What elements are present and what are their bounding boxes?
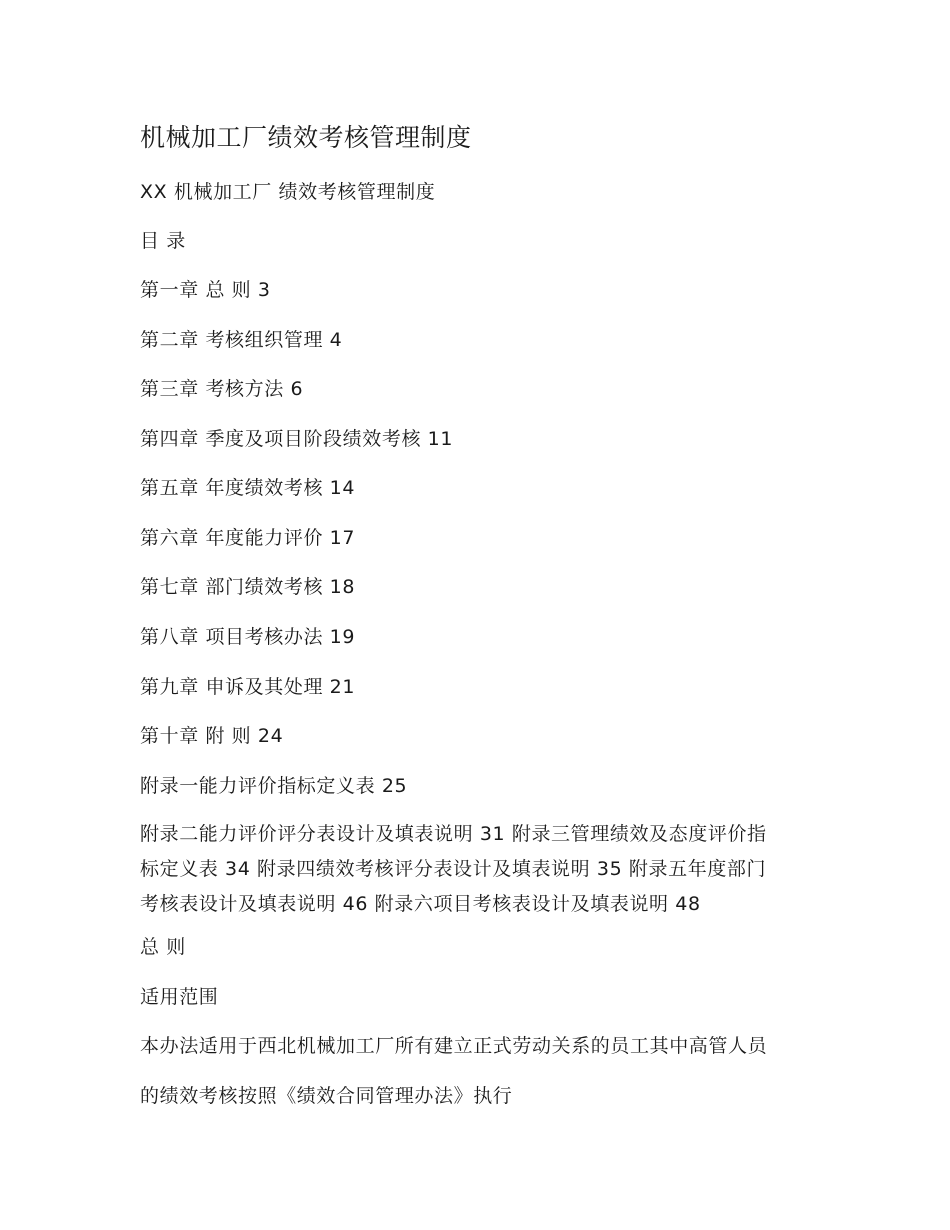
body-line: 本办法适用于西北机械加工厂所有建立正式劳动关系的员工其中高管人员: [140, 1035, 768, 1057]
toc-entry: 第二章 考核组织管理 4: [140, 329, 343, 351]
body-line: 的绩效考核按照《绩效合同管理办法》执行: [140, 1085, 513, 1107]
toc-entry: 第七章 部门绩效考核 18: [140, 576, 356, 598]
toc-entry: 第三章 考核方法 6: [140, 378, 304, 400]
toc-heading: 目 录: [140, 230, 186, 252]
toc-entry: 第四章 季度及项目阶段绩效考核 11: [140, 428, 454, 450]
toc-entry: 第八章 项目考核办法 19: [140, 626, 356, 648]
toc-entry: 附录一能力评价指标定义表 25: [140, 775, 408, 797]
toc-entry: 第六章 年度能力评价 17: [140, 527, 356, 549]
appendix-line: 标定义表 34 附录四绩效考核评分表设计及填表说明 35 附录五年度部门: [140, 858, 767, 880]
document-subtitle: XX 机械加工厂 绩效考核管理制度: [140, 181, 436, 203]
toc-entry: 第十章 附 则 24: [140, 725, 284, 747]
appendix-paragraph: [140, 817, 820, 922]
toc-entry: 第一章 总 则 3: [140, 279, 271, 301]
document-title: 机械加工厂绩效考核管理制度: [140, 123, 472, 152]
toc-entry: 第九章 申诉及其处理 21: [140, 676, 356, 698]
appendix-line: 考核表设计及填表说明 46 附录六项目考核表设计及填表说明 48: [140, 893, 701, 915]
subsection-heading: 适用范围: [140, 986, 219, 1008]
toc-entry: 第五章 年度绩效考核 14: [140, 477, 356, 499]
appendix-line: 附录二能力评价评分表设计及填表说明 31 附录三管理绩效及态度评价指: [140, 823, 767, 845]
section-heading: 总 则: [140, 936, 186, 958]
